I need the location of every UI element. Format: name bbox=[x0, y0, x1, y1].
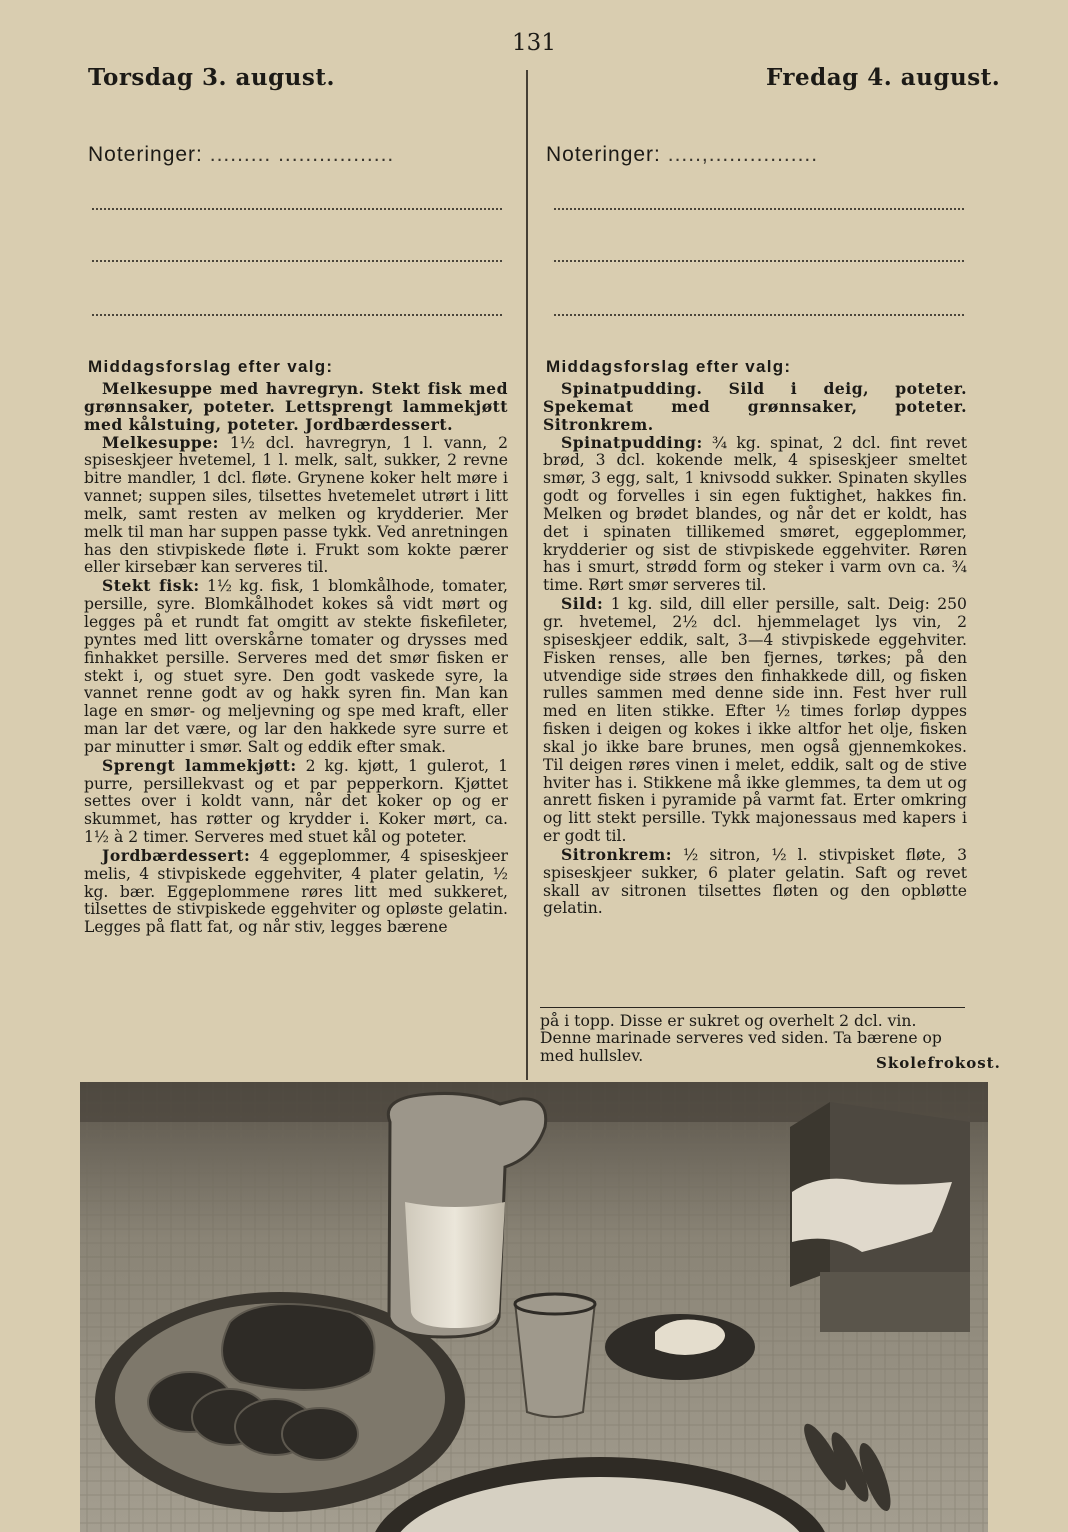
day-title-friday: Fredag 4. august. bbox=[766, 64, 1001, 91]
recipe-jordbaerdessert bbox=[84, 847, 508, 937]
menu-intro-left: Melkesuppe med havregryn. Stekt fisk med grønnsaker, poteter. Lettsprengt lammekjøtt med kålstuing, poteter. Jordbærdessert. bbox=[84, 379, 508, 434]
notes-line-left-3 bbox=[92, 314, 502, 316]
recipe-title: Sprengt lammekjøtt: bbox=[102, 755, 297, 775]
right-column-text bbox=[543, 380, 967, 918]
menu-intro-right: Spinatpudding. Sild i deig, poteter. Spekemat med grønnsaker, poteter. Sitronkrem. bbox=[543, 379, 967, 434]
recipe-spinatpudding bbox=[543, 434, 967, 596]
recipe-title: Sild: bbox=[561, 594, 604, 614]
continuation-text: på i topp. Disse er sukret og overhelt 2 dcl. vin. Denne marinade serveres ved siden. Ta bærene op med hullslev. bbox=[540, 1012, 942, 1065]
notes-label-left: Noteringer: bbox=[88, 143, 203, 166]
recipe-title: Stekt fisk: bbox=[102, 576, 200, 596]
recipe-title: Sitronkrem: bbox=[561, 844, 673, 864]
recipe-sitronkrem bbox=[543, 846, 967, 918]
recipe-body: ¾ kg. spinat, 2 dcl. fint revet brød, 3 dcl. kokende melk, 4 spiseskjeer smeltet smør, 3 egg, salt, 1 knivsodd sukker. Spinaten skylles godt og forvelles i sin egen fuktighet, hakkes fin. Melken og brødet blandes, og når det er koldt, has det i spinaten tillikemed smøret, eggeplommer, krydderier og sist de stivpiskede eggehviter. Røren has i smurt, strødd form og steker i varm ovn ca. ¾ time. Rørt smør serveres til. bbox=[543, 433, 967, 595]
notes-line-right-3 bbox=[554, 314, 964, 316]
notes-line-left-2 bbox=[92, 260, 502, 262]
recipe-body: ½ sitron, ½ l. stivpisket fløte, 3 spiseskjeer sukker, 6 plater gelatin. Saft og revet skall av sitronen tilsettes fløten og den opbløtte gelatin. bbox=[543, 845, 967, 918]
left-column-text bbox=[84, 380, 508, 937]
recipe-title: Spinatpudding: bbox=[561, 432, 703, 452]
column-divider bbox=[526, 70, 528, 1080]
recipe-sild bbox=[543, 595, 967, 846]
menu-heading-right: Middagsforslag efter valg: bbox=[546, 357, 792, 376]
recipe-body: 2 kg. kjøtt, 1 gulerot, 1 purre, persillekvast og et par pepperkorn. Kjøttet settes over i koldt vann, når det koker op og er skummet, has røtter og krydder i. Koker mørt, ca. 1½ à 2 timer. Serveres med stuet kål og poteter. bbox=[84, 756, 509, 847]
notes-line-right-2 bbox=[554, 260, 964, 262]
recipe-body: 1 kg. sild, dill eller persille, salt. Deig: 250 gr. hvetemel, 2½ dcl. hjemmelaget lys vin, 2 spiseskjeer eddik, salt, 3—4 stivpiskede eggehviter. Fisken renses, alle ben fjernes, tørkes; på den utvendige side strøes den finhakkede dill, og fisken rulles sammen med denne side inn. Fest hver rull med en liten stikke. Efter ½ times forløp dyppes fisken i deigen og kokes i ikke altfor het olje, fisken skal jo ikke bare brunes, men også gjennemkokes. Til deigen røres vinen i melet, eddik, salt og de stive hviter has i. Stikkene må ikke glemmes, ta dem ut og anrett fisken i pyramide på varmt fat. Erter omkring og litt stekt persille. Tykk majonessaus med kapers i er godt til. bbox=[543, 595, 967, 846]
recipe-body: 1½ dcl. havregryn, 1 l. vann, 2 spiseskjeer hvetemel, 1 l. melk, salt, sukker, 2 revne bitre mandler, 1 dcl. fløte. Grynene koker helt møre i vannet; suppen siles, tilsettes hvetemelet utrørt i litt melk, samt resten av melken og krydderier. Mer melk til man har suppen passe tykk. Ved anretningen has den stivpiskede fløte i. Frukt som kokte pærer eller kirsebær kan serveres til. bbox=[84, 433, 508, 577]
breakfast-photo bbox=[80, 1082, 988, 1532]
recipe-title: Melkesuppe: bbox=[102, 432, 219, 452]
recipe-sprengt-lammekjott bbox=[84, 757, 508, 847]
recipe-stekt-fisk bbox=[84, 577, 508, 756]
continuation-rule bbox=[540, 1007, 965, 1008]
day-title-thursday: Torsdag 3. august. bbox=[88, 64, 335, 91]
recipe-melkesuppe bbox=[84, 434, 508, 578]
page-number: 131 bbox=[512, 30, 556, 56]
breakfast-photo-drawing bbox=[80, 1082, 988, 1532]
notes-label-right: Noteringer: bbox=[546, 143, 661, 166]
menu-heading-left: Middagsforslag efter valg: bbox=[88, 357, 334, 376]
notes-line-right-1 bbox=[554, 208, 964, 210]
photo-caption: Skolefrokost. bbox=[876, 1054, 1001, 1072]
notes-left bbox=[88, 143, 394, 167]
notes-dots-right: .....,................ bbox=[667, 143, 819, 166]
recipe-body: 4 eggeplommer, 4 spiseskjeer melis, 4 stivpiskede eggehviter, 4 plater gelatin, ½ kg. bær. Eggeplommene røres litt med sukkeret, tilsettes de stivpiskede eggehviter og opløste gelatin. Legges på flatt fat, og når stiv, legges bærene bbox=[84, 846, 508, 937]
notes-right bbox=[546, 143, 818, 167]
notes-line-left-1 bbox=[92, 208, 502, 210]
notes-dots-left: ......... ................. bbox=[209, 143, 395, 166]
recipe-body: 1½ kg. fisk, 1 blomkålhode, tomater, persille, syre. Blomkålhodet kokes så vidt mørt og legges på et rundt fat omgitt av stekte fiskefileter, pyntes med litt overskårne tomater og drysses med finhakket persille. Serveres med det smør fisken er stekt i, og stuet syre. Den godt vaskede syre, la vannet renne godt av og hakk syren fin. Man kan lage en smør- og meljevning og spe med kraft, eller man lar det være, og lar den hakkede syre surre et par minutter i smør. Salt og eddik efter smak. bbox=[84, 577, 508, 756]
recipe-title: Jordbærdessert: bbox=[102, 845, 251, 865]
